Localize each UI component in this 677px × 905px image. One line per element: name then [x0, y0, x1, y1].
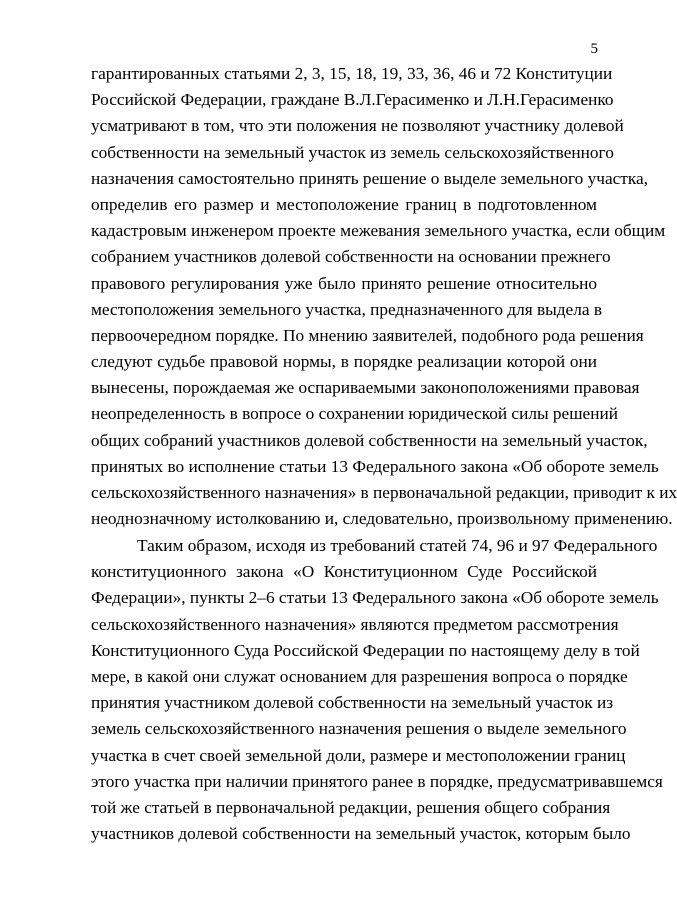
text-line: общих собраний участников долевой собственности на земельный участок, [91, 430, 648, 450]
text-line: Российской Федерации, граждане В.Л.Герасименко и Л.Н.Герасименко [91, 90, 614, 110]
text-line: участка в счет своей земельной доли, размере и местоположении границ [91, 745, 626, 765]
text-line: собранием участников долевой собственности на основании прежнего [91, 247, 611, 267]
text-line: следуют судьбе правовой нормы, в порядке реализации которой они [91, 352, 597, 372]
text-line: принятых во исполнение статьи 13 Федерального закона «Об обороте земель [91, 456, 659, 476]
text-line: назначения самостоятельно принять решение о выделе земельного участка, [91, 168, 648, 188]
text-line-first: Таким образом, исходя из требований статей 74, 96 и 97 Федерального [137, 536, 658, 555]
text-line: определив его размер и местоположение границ в подготовленном [91, 194, 597, 214]
paragraph-2 [91, 533, 663, 847]
text-line: Федерации», пункты 2–6 статьи 13 Федерального закона «Об обороте земель [91, 588, 659, 608]
text-line: Конституционного Суда Российской Федерации по настоящему делу в той [91, 640, 640, 660]
text-line: этого участка при наличии принятого ранее в порядке, предусматривавшемся [91, 771, 663, 791]
text-line: неопределенность в вопросе о сохранении юридической силы решений [91, 404, 618, 424]
text-line: земель сельскохозяйственного назначения решения о выделе земельного [91, 719, 627, 739]
text-line: той же статьей в первоначальной редакции, решения общего собрания [91, 797, 611, 817]
text-line: конституционного закона «О Конституционном Суде Российской [91, 562, 597, 582]
page-number: 5 [590, 41, 598, 57]
text-line: собственности на земельный участок из земель сельскохозяйственного [91, 142, 614, 162]
text-line: участников долевой собственности на земельный участок, которым было [91, 824, 631, 844]
text-line: местоположения земельного участка, предназначенного для выдела в [91, 299, 603, 319]
text-line: усматривают в том, что эти положения не позволяют участнику долевой [91, 116, 624, 136]
text-line: первоочередном порядке. По мнению заявителей, подобного рода решения [91, 325, 644, 345]
text-line: кадастровым инженером проекте межевания земельного участка, если общим [91, 221, 666, 241]
text-line: сельскохозяйственного назначения» являются предметом рассмотрения [91, 614, 619, 634]
text-line: вынесены, порождаемая же оспариваемыми законоположениями правовая [91, 378, 640, 398]
text-line: мере, в какой они служат основанием для разрешения вопроса о порядке [91, 666, 628, 686]
text-line: правового регулирования уже было принято решение относительно [91, 273, 597, 293]
text-line: сельскохозяйственного назначения» в первоначальной редакции, приводит к их [91, 483, 677, 502]
text-line: принятия участником долевой собственности на земельный участок из [91, 693, 614, 713]
paragraph-1 [91, 61, 677, 532]
text-line: гарантированных статьями 2, 3, 15, 18, 19, 33, 36, 46 и 72 Конституции [91, 64, 613, 83]
text-line-last: неоднозначному истолкованию и, следовательно, произвольному применению. [91, 509, 673, 529]
